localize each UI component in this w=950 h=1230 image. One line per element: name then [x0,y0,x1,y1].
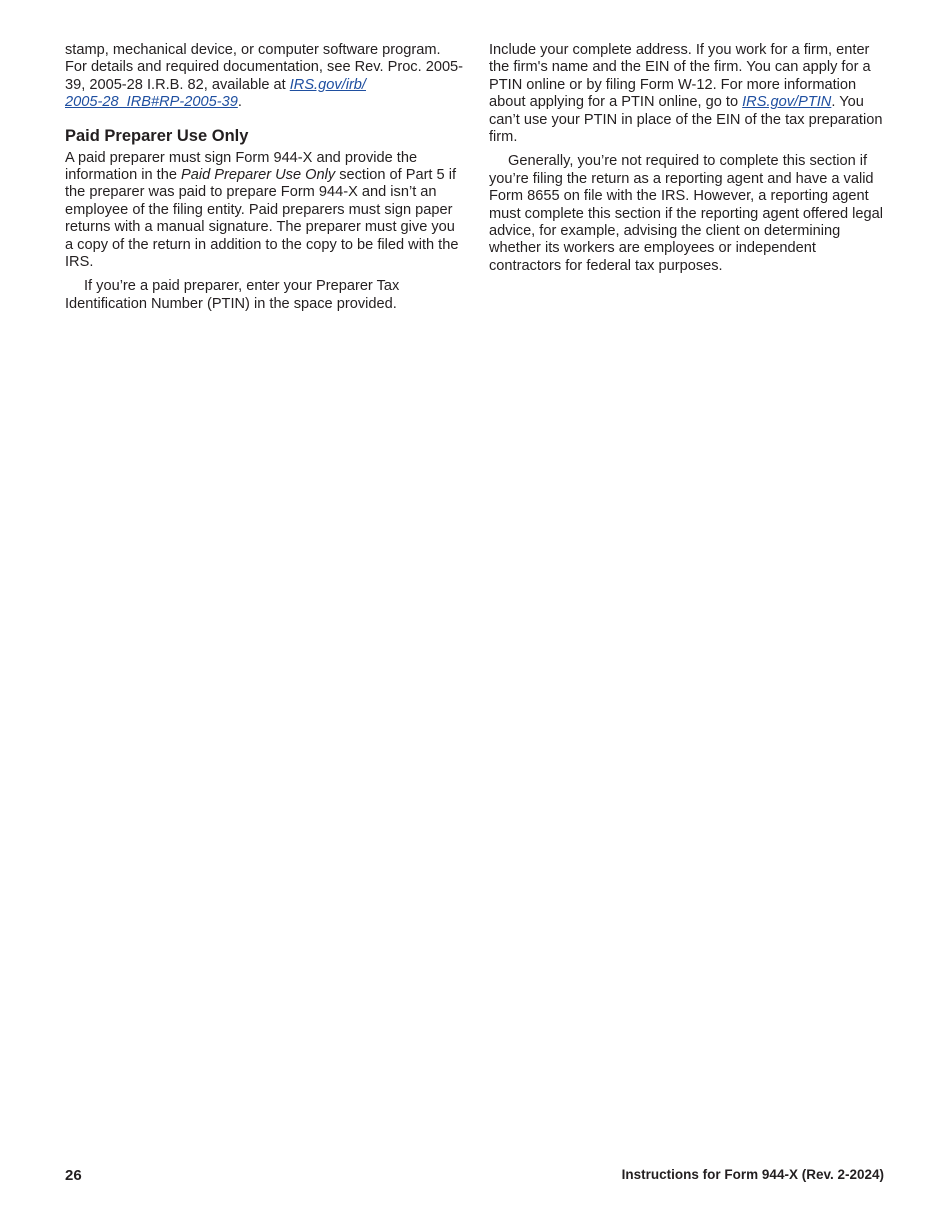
paid-preparer-paragraph: A paid preparer must sign Form 944-X and provide the information in the Paid Preparer Use Only section of Part 5 if the preparer was paid to prepare Form 944-X and isn’t an employee of the filing entity. Paid preparers must sign paper returns with a manual signature. The preparer must give you a copy of the return in addition to the copy to be filed with the IRS. [65,149,459,271]
page-number: 26 [65,1167,82,1184]
right-column [489,42,889,275]
section-reference: Paid Preparer Use Only [181,167,336,184]
left-column [65,42,465,313]
section-heading: Paid Preparer Use Only [65,126,249,145]
intro-text: stamp, mechanical device, or computer software program. For details and required documentation, see Rev. Proc. 2005-39, 2005-28 I.R.B. 82, available at [65,42,464,93]
irb-link[interactable]: IRS.gov/irb/ 2005-28_IRB#RP-2005-39 [65,76,366,111]
intro-period: . [237,94,242,111]
ptin-link[interactable]: IRS.gov/PTIN [742,94,832,111]
reporting-agent-paragraph: Generally, you’re not required to complete this section if you’re filing the return as a reporting agent and have a valid Form 8655 on file with the IRS. However, a reporting agent must complete this section if the reporting agent offered legal advice, for example, advising the client on determining whether its workers are employees or independent contractors for federal tax purposes. [489,153,883,274]
address-paragraph: Include your complete address. If you work for a firm, enter the firm's name and the EIN of the firm. You can apply for a PTIN online or by filing Form W-12. For more information about applying for a PTIN online, go to IRS.gov/PTIN. You can’t use your PTIN in place of the EIN of the tax preparation firm. [489,42,883,146]
document-title: Instructions for Form 944-X (Rev. 2-2024) [621,1167,884,1182]
ptin-paragraph: If you’re a paid preparer, enter your Preparer Tax Identification Number (PTIN) in the space provided. [65,278,400,312]
intro-paragraph [65,42,465,112]
